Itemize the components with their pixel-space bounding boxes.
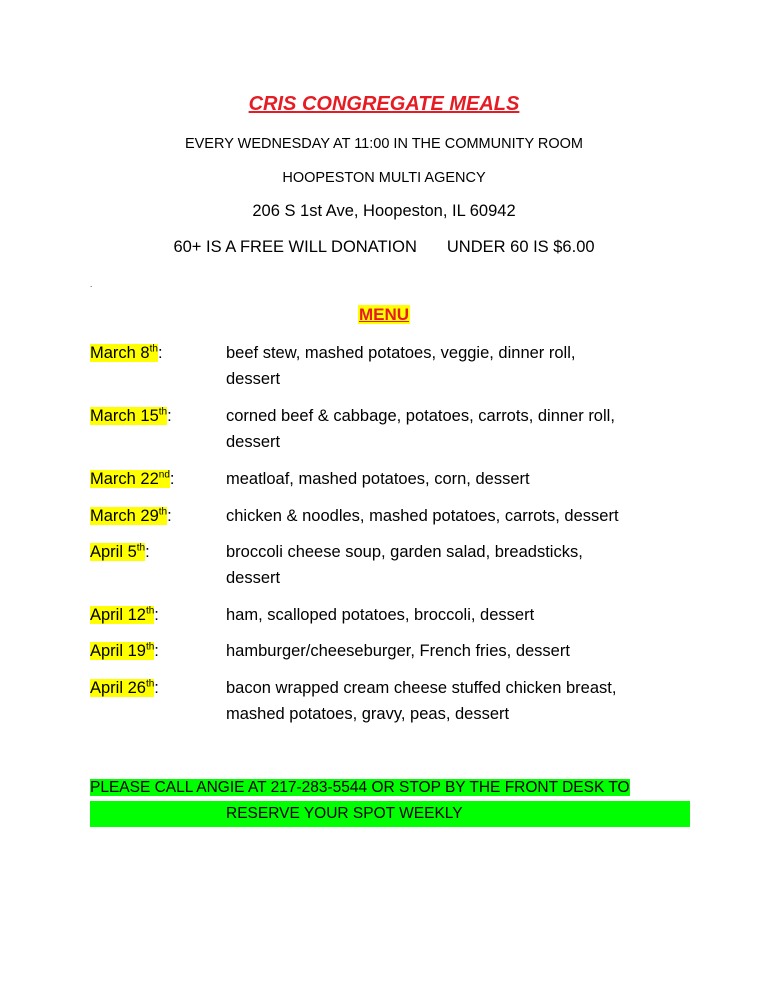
reservation-line-2: RESERVE YOUR SPOT WEEKLY bbox=[226, 805, 463, 822]
menu-date: April 5th: bbox=[90, 542, 150, 561]
menu-meal: ham, scalloped potatoes, broccoli, dessert bbox=[226, 606, 535, 624]
menu-meal: hamburger/cheeseburger, French fries, dessert bbox=[226, 642, 570, 660]
stray-dot: . bbox=[90, 280, 93, 289]
menu-heading-text: MENU bbox=[358, 305, 410, 324]
price-over-60: 60+ IS A FREE WILL DONATION bbox=[173, 238, 417, 256]
menu-meal: chicken & noodles, mashed potatoes, carrots, dessert bbox=[226, 507, 619, 525]
price-under-60: UNDER 60 IS $6.00 bbox=[446, 238, 595, 256]
menu-meal: bacon wrapped cream cheese stuffed chicken breast, mashed potatoes, gravy, peas, dessert bbox=[226, 679, 617, 723]
menu-meal: meatloaf, mashed potatoes, corn, dessert bbox=[226, 470, 530, 488]
reservation-notice bbox=[90, 775, 690, 827]
menu-date: April 19th: bbox=[90, 641, 159, 660]
menu-date: March 22nd: bbox=[90, 469, 175, 488]
reservation-line-2-wrap bbox=[90, 801, 690, 827]
reservation-line-1: PLEASE CALL ANGIE AT 217-283-5544 OR STOP BY THE FRONT DESK TO bbox=[90, 779, 630, 796]
menu-heading bbox=[0, 305, 768, 325]
menu-date: April 12th: bbox=[90, 605, 159, 624]
page-title: CRIS CONGREGATE MEALS bbox=[248, 93, 520, 115]
menu-date: March 8th: bbox=[90, 343, 163, 362]
pricing-line bbox=[0, 238, 768, 257]
menu-meal: broccoli cheese soup, garden salad, breadsticks, dessert bbox=[226, 543, 583, 587]
menu-date: March 29th: bbox=[90, 506, 172, 525]
menu-date: April 26th: bbox=[90, 678, 159, 697]
schedule-line: EVERY WEDNESDAY AT 11:00 IN THE COMMUNITY ROOM bbox=[184, 136, 584, 152]
menu-date: March 15th: bbox=[90, 406, 172, 425]
menu-meal: corned beef & cabbage, potatoes, carrots, dinner roll, dessert bbox=[226, 407, 615, 451]
menu-meal: beef stew, mashed potatoes, veggie, dinner roll, dessert bbox=[226, 344, 576, 388]
agency-line: HOOPESTON MULTI AGENCY bbox=[282, 170, 486, 186]
address-line: 206 S 1st Ave, Hoopeston, IL 60942 bbox=[252, 202, 516, 220]
